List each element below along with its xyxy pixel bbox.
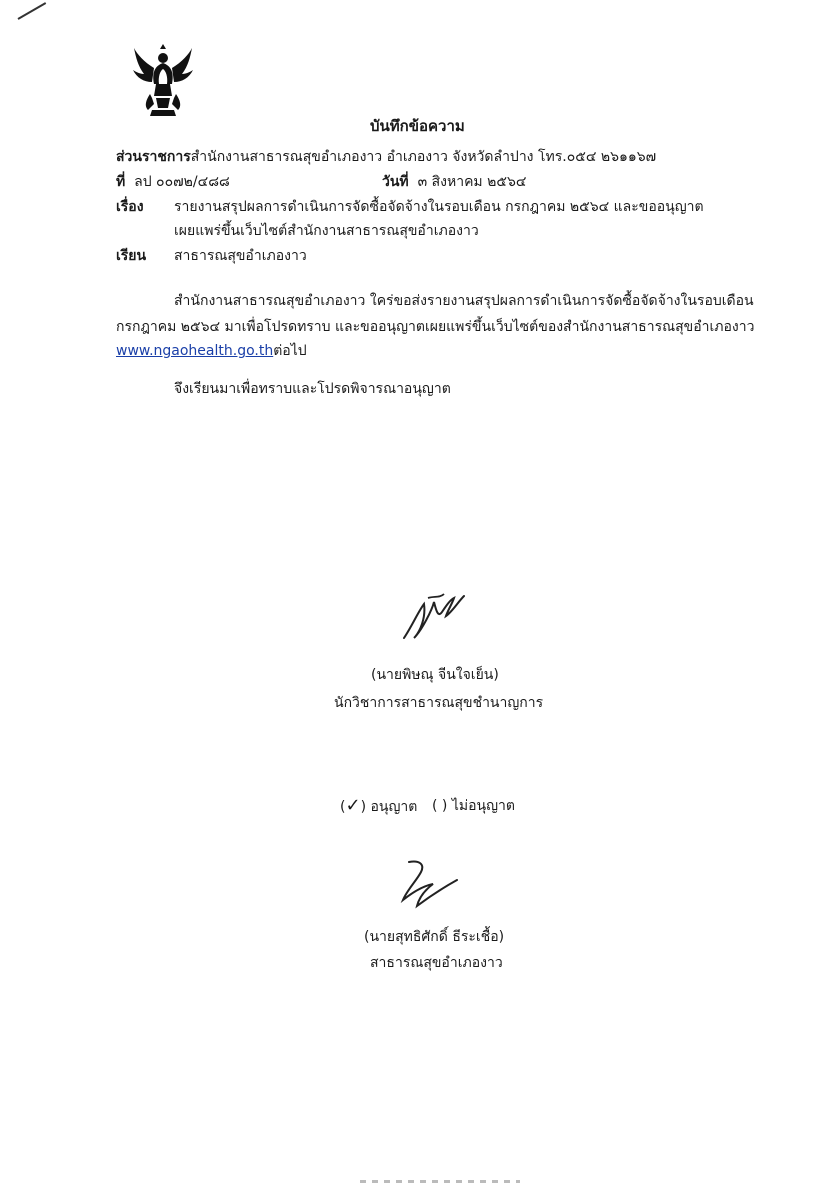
signer-1-position: นักวิชาการสาธารณสุขชำนาญการ xyxy=(334,695,544,711)
scan-mark xyxy=(18,2,47,20)
garuda-emblem-icon xyxy=(132,44,194,116)
body-line-3 xyxy=(116,340,307,362)
to-value: สาธารณสุขอำเภองาว xyxy=(174,248,307,264)
body-line-2: กรกฎาคม ๒๕๖๔ มาเพื่อโปรดทราบ และขออนุญาตเผยแพร่ขึ้นเว็บไซต์ของสำนักงานสาธารณสุขอำเภองาว xyxy=(116,319,755,335)
deny-option: ( ) ไม่อนุญาต xyxy=(432,798,515,814)
body-line-1: สำนักงานสาธารณสุขอำเภองาว ใคร่ขอส่งรายงานสรุปผลการดำเนินการจัดซื้อจัดจ้างในรอบเดือน xyxy=(174,293,754,309)
signer-2-name: (นายสุทธิศักดิ์ ธีระเชื้อ) xyxy=(364,929,505,945)
subject-line-1: รายงานสรุปผลการดำเนินการจัดซื้อจัดจ้างในรอบเดือน กรกฎาคม ๒๕๖๔ และขออนุญาต xyxy=(174,199,704,215)
date-row xyxy=(382,171,526,193)
department-label: ส่วนราชการ xyxy=(116,149,191,165)
to-label: เรียน xyxy=(116,248,147,264)
closing-text: จึงเรียนมาเพื่อทราบและโปรดพิจารณาอนุญาต xyxy=(174,381,451,397)
check-mark-icon: ✓ xyxy=(345,795,361,816)
link-suffix: ต่อไป xyxy=(273,343,307,359)
department-value: สำนักงานสาธารณสุขอำเภองาว อำเภองาว จังหวัดลำปาง โทร.๐๕๔ ๒๖๑๑๖๗ xyxy=(190,149,657,165)
reference-label: ที่ xyxy=(116,174,126,190)
approve-option xyxy=(340,795,417,818)
signature-1-icon xyxy=(398,588,470,644)
website-link[interactable]: www.ngaohealth.go.th xyxy=(116,343,274,359)
reference-row xyxy=(116,171,230,193)
scan-artifact xyxy=(360,1180,520,1183)
department-row xyxy=(116,146,656,168)
signer-2-position: สาธารณสุขอำเภองาว xyxy=(370,955,503,971)
memo-title: บันทึกข้อความ xyxy=(370,117,465,135)
subject-line-2: เผยแพร่ขึ้นเว็บไซต์สำนักงานสาธารณสุขอำเภองาว xyxy=(174,223,479,239)
subject-label: เรื่อง xyxy=(116,199,144,215)
date-label: วันที่ xyxy=(382,174,409,190)
approve-open-paren: ( xyxy=(340,799,346,815)
approve-label: ) อนุญาต xyxy=(360,799,418,815)
date-value: ๓ สิงหาคม ๒๕๖๔ xyxy=(417,174,527,190)
signer-1-name: (นายพิษณุ จีนใจเย็น) xyxy=(371,667,499,683)
reference-value: ลป ๐๐๗๒/๔๘๘ xyxy=(134,174,230,190)
signature-2-icon xyxy=(395,856,463,912)
